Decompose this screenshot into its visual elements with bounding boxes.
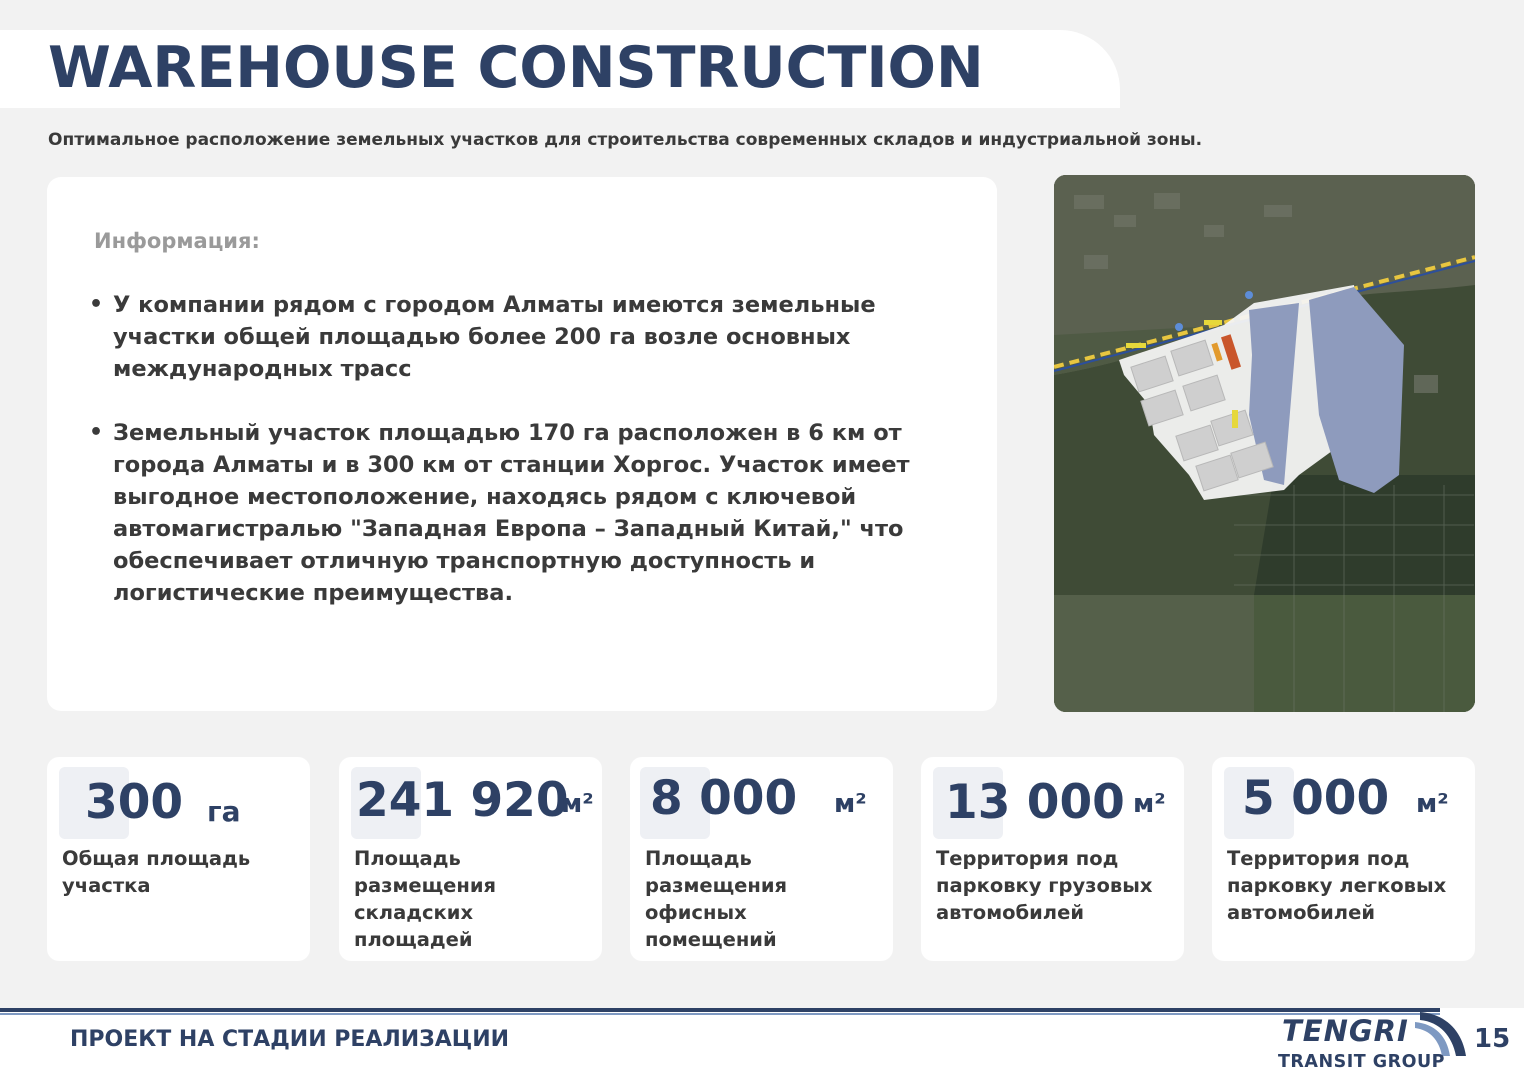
site-map-image [1054,175,1475,712]
bullet-dot-icon: • [89,420,104,445]
project-status: ПРОЕКТ НА СТАДИИ РЕАЛИЗАЦИИ [70,1027,510,1052]
footer-divider [0,1008,1440,1012]
stat-value: 5 000 [1242,771,1390,826]
stat-label: Площадь размещения офисных помещений [645,847,788,951]
info-bullet-text: Земельный участок площадью 170 га расположен в 6 км от города Алматы и в 300 км от станции Хоргос. Участок имеет выгодное местоположение, находясь рядом с ключевой автомагистралью "Западная Европа – Западный Китай," что обеспечивает отличную транспортную доступность и логистические преимущества. [113,420,910,606]
info-bullet-text: У компании рядом с городом Алматы имеются земельные участки общей площадью более 200 га возле основных международных трасс [113,292,876,382]
info-heading: Информация: [94,229,260,253]
stat-value: 13 000 [945,775,1125,830]
stat-card [47,757,310,961]
stat-label: Площадь размещения складских площадей [354,847,497,951]
logo-wordmark: TENGRI [1282,1014,1409,1048]
stat-unit: м² [561,789,594,819]
info-bullet-list [87,289,982,609]
footer-divider-accent [0,1013,1440,1015]
stat-value: 8 000 [650,771,798,826]
info-card [47,177,997,711]
stat-label: Территория под парковку легковых автомобилей [1227,847,1447,924]
page-title: WAREHOUSE CONSTRUCTION [48,35,984,101]
page-subtitle: Оптимальное расположение земельных участков для строительства современных складов и индустриальной зоны. [48,130,1203,150]
bullet-dot-icon: • [89,292,104,317]
stat-label: Территория под парковку грузовых автомобилей [936,847,1153,924]
info-bullet [87,289,982,385]
logo-subtitle: TRANSIT GROUP [1278,1052,1445,1072]
company-logo [1270,1010,1470,1078]
stat-unit: м² [1133,789,1166,819]
stat-card [1212,757,1475,961]
stat-unit: м² [1416,789,1449,819]
stat-unit: га [207,795,241,828]
stat-label: Общая площадь участка [62,847,251,897]
stat-unit: м² [834,789,867,819]
stat-card [339,757,602,961]
info-bullet [87,417,982,609]
page-number: 15 [1474,1024,1511,1054]
stat-card [630,757,893,961]
stat-value: 300 [85,775,184,830]
stat-value: 241 920 [356,773,569,828]
stat-card [921,757,1184,961]
satellite-map-graphic [1054,175,1475,712]
